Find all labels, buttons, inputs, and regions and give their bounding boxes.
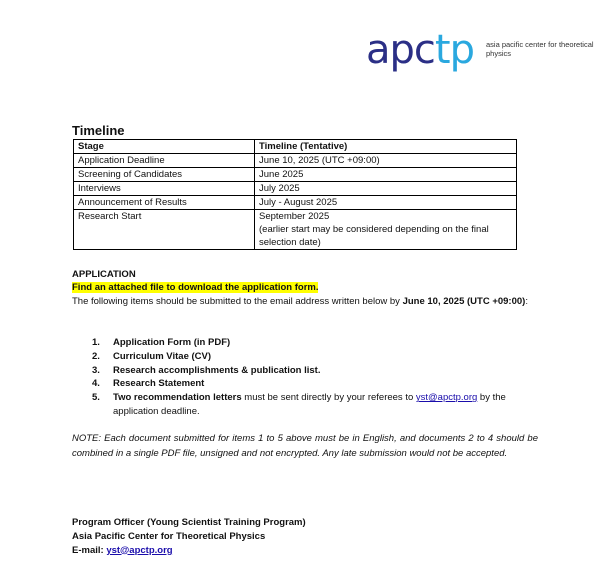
intro-end: : <box>525 296 528 307</box>
table-cell-date: June 2025 <box>255 168 517 182</box>
item5-text: must be sent directly by your referees to <box>241 392 416 404</box>
table-row <box>74 196 517 210</box>
contact-organization: Asia Pacific Center for Theoretical Physics <box>72 530 266 542</box>
table-header-row <box>74 140 517 154</box>
intro-text: The following items should be submitted to the email address written below by <box>72 296 403 307</box>
application-highlight-line <box>72 281 538 295</box>
list-item-number: 5. <box>92 392 100 404</box>
table-row <box>74 182 517 196</box>
research-start-date: September 2025 <box>259 211 330 222</box>
logo-word-apc: apc <box>366 27 435 73</box>
logo-word-tp: tp <box>434 27 474 73</box>
recommendation-letters-label: Two recommendation letters <box>113 392 242 404</box>
contact-email-line <box>72 544 538 558</box>
table-header-stage: Stage <box>74 140 255 154</box>
list-item-text: Research accomplishments & publication list. <box>113 364 321 376</box>
list-item <box>92 336 538 350</box>
table-cell-date: July - August 2025 <box>255 196 517 210</box>
table-cell-date: July 2025 <box>255 182 517 196</box>
list-item-text: Curriculum Vitae (CV) <box>113 350 212 362</box>
application-intro <box>72 295 538 309</box>
application-heading: APPLICATION <box>72 269 136 280</box>
list-item-number: 4. <box>92 378 100 390</box>
table-row <box>74 154 517 168</box>
table-header-timeline: Timeline (Tentative) <box>255 140 517 154</box>
list-item <box>92 350 538 364</box>
table-cell-date <box>255 210 517 250</box>
timeline-title: Timeline <box>72 123 125 138</box>
list-item-text: Application Form (in PDF) <box>113 337 231 348</box>
referee-email-link[interactable]: yst@apctp.org <box>415 392 478 404</box>
list-item <box>92 391 538 419</box>
list-item <box>92 364 538 378</box>
research-start-note: (earlier start may be considered depending on the final selection date) <box>259 224 489 248</box>
table-cell-date: June 10, 2025 (UTC +09:00) <box>255 154 517 168</box>
list-item-number: 1. <box>92 337 100 348</box>
timeline-table <box>73 139 517 250</box>
application-highlight: Find an attached file to download the application form. <box>72 282 319 293</box>
contact-program-officer: Program Officer (Young Scientist Training Program) <box>72 517 306 528</box>
submission-note: NOTE: Each document submitted for items 1 to 5 above must be in English, and documents 2 to 4 should be combined in a single PDF file, unsigned and not encrypted. Any late submission would not be accepted. <box>72 433 538 459</box>
table-cell-stage: Announcement of Results <box>74 196 255 210</box>
contact-block <box>72 516 538 557</box>
table-cell-stage: Research Start <box>74 210 255 250</box>
table-cell-stage: Screening of Candidates <box>74 168 255 182</box>
required-items-list <box>92 336 538 419</box>
list-item-number: 2. <box>92 350 100 362</box>
logo-wordmark <box>366 28 474 72</box>
table-cell-stage: Application Deadline <box>74 154 255 168</box>
logo-tagline: asia pacific center for theoretical physics <box>486 40 594 58</box>
list-item-text: Research Statement <box>113 378 205 390</box>
list-item-number: 3. <box>92 364 100 376</box>
item5-text-end: by the application deadline. <box>113 392 506 417</box>
table-cell-stage: Interviews <box>74 182 255 196</box>
table-row <box>74 210 517 250</box>
contact-email-link[interactable]: yst@apctp.org <box>106 544 173 556</box>
table-row <box>74 168 517 182</box>
list-item <box>92 377 538 391</box>
contact-email-label: E-mail: <box>72 544 107 556</box>
intro-deadline: June 10, 2025 (UTC +09:00) <box>402 296 526 307</box>
